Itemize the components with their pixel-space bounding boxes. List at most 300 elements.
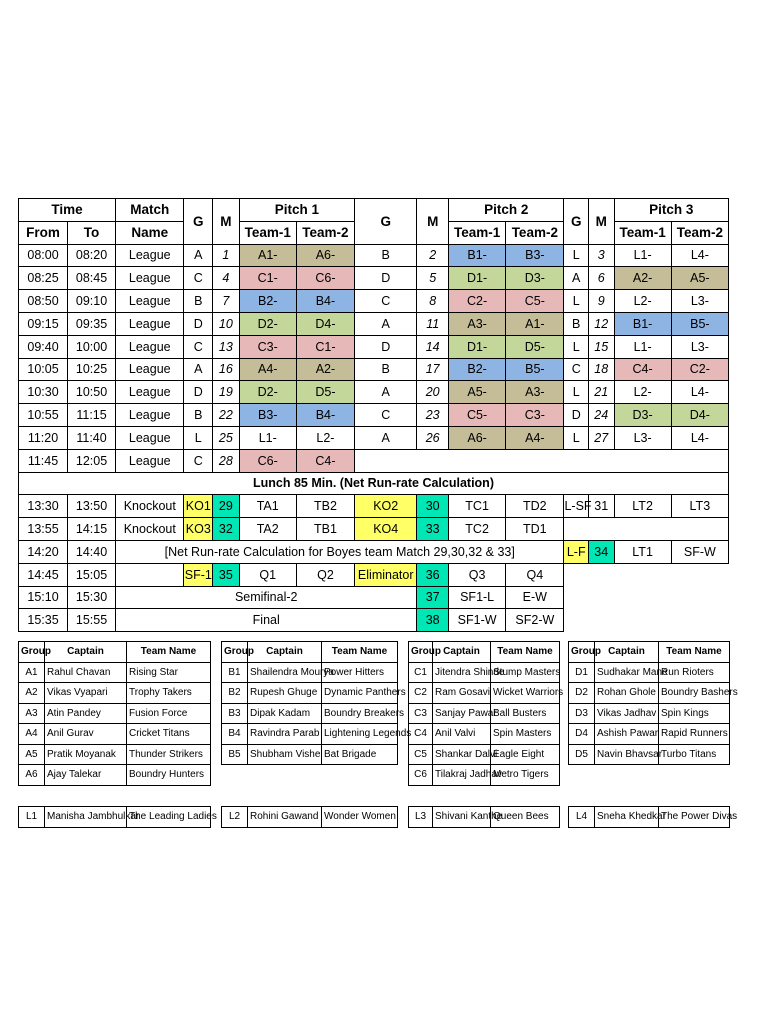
team-cell: D5- [296, 381, 354, 404]
team-cell: B4- [296, 290, 354, 313]
team-cell: C6- [296, 267, 354, 290]
team-cell: D5- [506, 335, 564, 358]
team-cell: E-W [506, 586, 564, 609]
captain-name: Vikas Jadhav [595, 703, 659, 724]
match-number: 14 [417, 335, 449, 358]
group-cell: A [355, 312, 417, 335]
team-cell: Q1 [239, 563, 296, 586]
match-name: League [116, 381, 184, 404]
empty-cell [564, 563, 729, 586]
match-number: 9 [588, 290, 614, 313]
team-name: Queen Bees [491, 807, 560, 828]
group-row [409, 724, 560, 745]
group-header-row [19, 642, 211, 663]
ladies-l2-table [221, 806, 398, 828]
time-from: 10:05 [19, 358, 68, 381]
match-number: 30 [417, 495, 449, 518]
nrr-row [19, 540, 729, 563]
match-number: 2 [417, 244, 449, 267]
team-cell: TA1 [239, 495, 296, 518]
time-header: Time [19, 199, 116, 222]
match-number: 4 [213, 267, 240, 290]
group-row [569, 683, 730, 704]
group-cell: B [355, 244, 417, 267]
team-name: Bat Brigade [322, 744, 398, 765]
captain-name: Ajay Talekar [45, 765, 127, 786]
team-cell: A4- [506, 426, 564, 449]
group-id: D3 [569, 703, 595, 724]
pitch3-header: Pitch 3 [614, 199, 729, 222]
team-cell: L1- [614, 244, 671, 267]
semifinal-2-label: Semifinal-2 [116, 586, 417, 609]
team-cell: A6- [296, 244, 354, 267]
team-cell: L3- [671, 290, 728, 313]
group-row [409, 683, 560, 704]
group-id: C5 [409, 744, 433, 765]
team-cell: C4- [296, 449, 354, 472]
group-cell: Eliminator [355, 563, 417, 586]
group-id: C6 [409, 765, 433, 786]
team1-header: Team-1 [239, 221, 296, 244]
m-header: M [213, 199, 240, 245]
team-cell: TD2 [506, 495, 564, 518]
match-number: 33 [417, 518, 449, 541]
group-column-header: Group [569, 642, 595, 663]
team-cell: B2- [449, 358, 506, 381]
m-header: M [588, 199, 614, 245]
team-cell: TC2 [449, 518, 506, 541]
group-id: D4 [569, 724, 595, 745]
group-row [569, 744, 730, 765]
group-id: C3 [409, 703, 433, 724]
group-row [569, 662, 730, 683]
time-to: 09:35 [68, 312, 116, 335]
group-cell: SF-1 [184, 563, 213, 586]
captain-name: Rupesh Ghuge [248, 683, 322, 704]
name-header: Name [116, 221, 184, 244]
match-number: 23 [417, 404, 449, 427]
match-number: 13 [213, 335, 240, 358]
captain-name: Sudhakar Mane [595, 662, 659, 683]
captain-name: Rohini Gawand [248, 807, 322, 828]
g-header: G [184, 199, 213, 245]
team-cell: L1- [239, 426, 296, 449]
match-number: 21 [588, 381, 614, 404]
time-to: 08:20 [68, 244, 116, 267]
team-cell: B3- [239, 404, 296, 427]
team-cell: L2- [614, 290, 671, 313]
league-row [19, 358, 729, 381]
match-number: 36 [417, 563, 449, 586]
lunch-row [19, 472, 729, 495]
final-label: Final [116, 609, 417, 632]
team-name: Thunder Strikers [127, 744, 211, 765]
time-to: 09:10 [68, 290, 116, 313]
captain-name: Ravindra Parab [248, 724, 322, 745]
group-cell: B [564, 312, 589, 335]
time-from: 08:00 [19, 244, 68, 267]
team-name: Cricket Titans [127, 724, 211, 745]
time-to: 12:05 [68, 449, 116, 472]
lunch-break: Lunch 85 Min. (Net Run-rate Calculation) [19, 472, 729, 495]
match-name: League [116, 335, 184, 358]
captain-name: Vikas Vyapari [45, 683, 127, 704]
group-id: A3 [19, 703, 45, 724]
group-cell: C [564, 358, 589, 381]
group-d-table [568, 641, 738, 765]
match-number: 27 [588, 426, 614, 449]
time-from: 09:15 [19, 312, 68, 335]
captain-name: Anil Valvi [433, 724, 491, 745]
group-c-table [408, 641, 564, 786]
team-cell: Q4 [506, 563, 564, 586]
group-row [569, 724, 730, 745]
time-to: 15:30 [68, 586, 116, 609]
time-to: 08:45 [68, 267, 116, 290]
group-row [222, 662, 398, 683]
captain-name: Rahul Chavan [45, 662, 127, 683]
pitch2-header: Pitch 2 [449, 199, 564, 222]
ladies-row [409, 807, 560, 828]
team-cell: C3- [506, 404, 564, 427]
team-name: Boundry Hunters [127, 765, 211, 786]
group-cell: D [184, 312, 213, 335]
group-cell: L [184, 426, 213, 449]
time-to: 10:00 [68, 335, 116, 358]
g-header: G [355, 199, 417, 245]
match-name: League [116, 290, 184, 313]
captain-name: Pratik Moyanak [45, 744, 127, 765]
match-number: 20 [417, 381, 449, 404]
time-from: 08:25 [19, 267, 68, 290]
team-name: Metro Tigers [491, 765, 560, 786]
team-cell: B4- [296, 404, 354, 427]
empty-cell [116, 563, 184, 586]
group-a-table [18, 641, 211, 786]
team-cell: A2- [296, 358, 354, 381]
m-header: M [417, 199, 449, 245]
team-name: Boundry Bashers [659, 683, 730, 704]
group-id: B5 [222, 744, 248, 765]
from-header: From [19, 221, 68, 244]
match-number: 28 [213, 449, 240, 472]
group-id: A1 [19, 662, 45, 683]
captain-name: Manisha Jambhulkar [45, 807, 127, 828]
group-row [19, 724, 211, 745]
team-cell: LT3 [671, 495, 728, 518]
row-1145 [19, 449, 729, 472]
team-cell: TB2 [296, 495, 354, 518]
group-header-row [569, 642, 730, 663]
match-number: 37 [417, 586, 449, 609]
match-schedule-table [18, 198, 729, 632]
group-id: C2 [409, 683, 433, 704]
match-number: 12 [588, 312, 614, 335]
team-cell: L3- [671, 335, 728, 358]
group-cell: KO2 [355, 495, 417, 518]
team-cell: D3- [506, 267, 564, 290]
group-cell: D [355, 335, 417, 358]
league-row [19, 312, 729, 335]
group-cell: C [355, 290, 417, 313]
time-from: 11:20 [19, 426, 68, 449]
team-cell: SF-W [671, 540, 728, 563]
match-number: 38 [417, 609, 449, 632]
team-cell: D1- [449, 335, 506, 358]
team-name: Rapid Runners [659, 724, 730, 745]
empty-cell [564, 586, 729, 609]
match-number: 26 [417, 426, 449, 449]
team1-header: Team-1 [449, 221, 506, 244]
group-id: A6 [19, 765, 45, 786]
group-b-table [221, 641, 412, 765]
captain-name: Sanjay Pawar [433, 703, 491, 724]
team-name: Trophy Takers [127, 683, 211, 704]
group-id: A4 [19, 724, 45, 745]
group-cell: A [184, 358, 213, 381]
group-cell: L [564, 426, 589, 449]
group-cell: L-F [564, 540, 589, 563]
team2-header: Team-2 [296, 221, 354, 244]
match-number: 6 [588, 267, 614, 290]
match-number: 11 [417, 312, 449, 335]
team-cell: A5- [671, 267, 728, 290]
team1-header: Team-1 [614, 221, 671, 244]
match-number: 32 [213, 518, 240, 541]
group-cell: KO3 [184, 518, 213, 541]
team-cell: A1- [506, 312, 564, 335]
match-name: Knockout [116, 518, 184, 541]
team-name: Boundry Breakers [322, 703, 398, 724]
match-number: 8 [417, 290, 449, 313]
team-cell: A1- [239, 244, 296, 267]
empty-cell [564, 609, 729, 632]
time-from: 14:20 [19, 540, 68, 563]
match-number: 19 [213, 381, 240, 404]
knockout-row-1 [19, 495, 729, 518]
time-from: 13:55 [19, 518, 68, 541]
match-number: 1 [213, 244, 240, 267]
group-id: A2 [19, 683, 45, 704]
team-cell: D3- [614, 404, 671, 427]
time-from: 14:45 [19, 563, 68, 586]
group-cell: A [355, 426, 417, 449]
group-row [222, 744, 398, 765]
group-cell: A [355, 381, 417, 404]
time-from: 08:50 [19, 290, 68, 313]
league-row [19, 381, 729, 404]
team-cell: SF1-W [449, 609, 506, 632]
team-cell: TC1 [449, 495, 506, 518]
semifinal-2-row [19, 586, 729, 609]
team-cell: C5- [506, 290, 564, 313]
match-number: 7 [213, 290, 240, 313]
match-number: 31 [588, 495, 614, 518]
captain-name: Shivani Kanthe [433, 807, 491, 828]
knockout-row-2 [19, 518, 729, 541]
team-cell: A2- [614, 267, 671, 290]
group-row [19, 683, 211, 704]
captain-name: Sneha Khedkar [595, 807, 659, 828]
team-cell: D1- [449, 267, 506, 290]
team-name: Power Hitters [322, 662, 398, 683]
team-name: The Power Divas [659, 807, 730, 828]
match-number: 34 [588, 540, 614, 563]
league-row [19, 267, 729, 290]
group-id: C1 [409, 662, 433, 683]
team-name: Run Rioters [659, 662, 730, 683]
team-name-column-header: Team Name [659, 642, 730, 663]
team-cell: A5- [449, 381, 506, 404]
match-name: League [116, 358, 184, 381]
captain-name: Shankar Dalvi [433, 744, 491, 765]
team-cell: D4- [296, 312, 354, 335]
group-cell: L [564, 381, 589, 404]
group-cell: A [184, 244, 213, 267]
team-cell: SF1-L [449, 586, 506, 609]
group-column-header: Group [222, 642, 248, 663]
time-to: 14:15 [68, 518, 116, 541]
team-cell: D2- [239, 312, 296, 335]
group-cell: C [184, 335, 213, 358]
team-cell: C2- [671, 358, 728, 381]
team-cell: B5- [671, 312, 728, 335]
team-name: The Leading Ladies [127, 807, 211, 828]
captain-name: Jitendra Shinde [433, 662, 491, 683]
group-column-header: Group [19, 642, 45, 663]
captain-name: Ashish Pawar [595, 724, 659, 745]
team-cell: C5- [449, 404, 506, 427]
empty-cell [355, 449, 729, 472]
group-cell: D [184, 381, 213, 404]
group-id: D1 [569, 662, 595, 683]
group-header-row [409, 642, 560, 663]
time-to: 11:15 [68, 404, 116, 427]
team-cell: L1- [614, 335, 671, 358]
group-row [19, 662, 211, 683]
match-number: 25 [213, 426, 240, 449]
group-id: B4 [222, 724, 248, 745]
group-id: B1 [222, 662, 248, 683]
captain-name: Anil Gurav [45, 724, 127, 745]
match-number: 15 [588, 335, 614, 358]
time-to: 11:40 [68, 426, 116, 449]
match-number: 22 [213, 404, 240, 427]
team-name: Dynamic Panthers [322, 683, 398, 704]
team-cell: A3- [449, 312, 506, 335]
captain-name: Rohan Ghole [595, 683, 659, 704]
to-header: To [68, 221, 116, 244]
group-cell: B [355, 358, 417, 381]
team-cell: B3- [506, 244, 564, 267]
captain-name: Ram Gosavi [433, 683, 491, 704]
captain-column-header: Captain [45, 642, 127, 663]
match-name: League [116, 449, 184, 472]
captain-name: Navin Bhavsar [595, 744, 659, 765]
team-cell: LT2 [614, 495, 671, 518]
match-name: Knockout [116, 495, 184, 518]
group-cell: B [184, 404, 213, 427]
match-name: League [116, 244, 184, 267]
league-row [19, 426, 729, 449]
match-number: 10 [213, 312, 240, 335]
group-cell: L [564, 335, 589, 358]
group-cell: B [184, 290, 213, 313]
group-id: L2 [222, 807, 248, 828]
group-row [19, 703, 211, 724]
team-name-column-header: Team Name [491, 642, 560, 663]
match-number: 16 [213, 358, 240, 381]
group-cell: C [184, 267, 213, 290]
ladies-row [222, 807, 398, 828]
time-from: 15:10 [19, 586, 68, 609]
league-row [19, 335, 729, 358]
final-row [19, 609, 729, 632]
group-row [409, 744, 560, 765]
group-cell: D [564, 404, 589, 427]
captain-column-header: Captain [595, 642, 659, 663]
group-cell: L-SF [564, 495, 589, 518]
team-cell: B5- [506, 358, 564, 381]
match-name: League [116, 426, 184, 449]
captain-name: Shailendra Mourya [248, 662, 322, 683]
team-cell: Q3 [449, 563, 506, 586]
league-row [19, 290, 729, 313]
group-id: B2 [222, 683, 248, 704]
team-cell: B2- [239, 290, 296, 313]
group-id: L3 [409, 807, 433, 828]
group-cell: C [355, 404, 417, 427]
time-from: 10:30 [19, 381, 68, 404]
match-number: 5 [417, 267, 449, 290]
team-name: Wicket Warriors [491, 683, 560, 704]
group-row [222, 683, 398, 704]
team-name-column-header: Team Name [127, 642, 211, 663]
group-row [409, 703, 560, 724]
match-number: 24 [588, 404, 614, 427]
team-name: Fusion Force [127, 703, 211, 724]
team-cell: L3- [614, 426, 671, 449]
match-name: League [116, 312, 184, 335]
time-to: 15:55 [68, 609, 116, 632]
team-cell: C6- [239, 449, 296, 472]
team-name: Ball Busters [491, 703, 560, 724]
group-id: D2 [569, 683, 595, 704]
match-header: Match [116, 199, 184, 222]
group-cell: A [564, 267, 589, 290]
time-from: 13:30 [19, 495, 68, 518]
captain-name: Atin Pandey [45, 703, 127, 724]
team-cell: LT1 [614, 540, 671, 563]
team-name: Spin Masters [491, 724, 560, 745]
team-cell: A6- [449, 426, 506, 449]
match-number: 3 [588, 244, 614, 267]
league-row [19, 244, 729, 267]
group-row [409, 765, 560, 786]
team-cell: L4- [671, 381, 728, 404]
time-to: 10:25 [68, 358, 116, 381]
team-cell: TB1 [296, 518, 354, 541]
captain-name: Tilakraj Jadhav [433, 765, 491, 786]
group-cell: KO1 [184, 495, 213, 518]
g-header: G [564, 199, 589, 245]
time-to: 15:05 [68, 563, 116, 586]
team-name: Eagle Eight [491, 744, 560, 765]
match-number: 17 [417, 358, 449, 381]
match-number: 35 [213, 563, 240, 586]
header-row-1 [19, 199, 729, 222]
ladies-l1-table [18, 806, 217, 828]
